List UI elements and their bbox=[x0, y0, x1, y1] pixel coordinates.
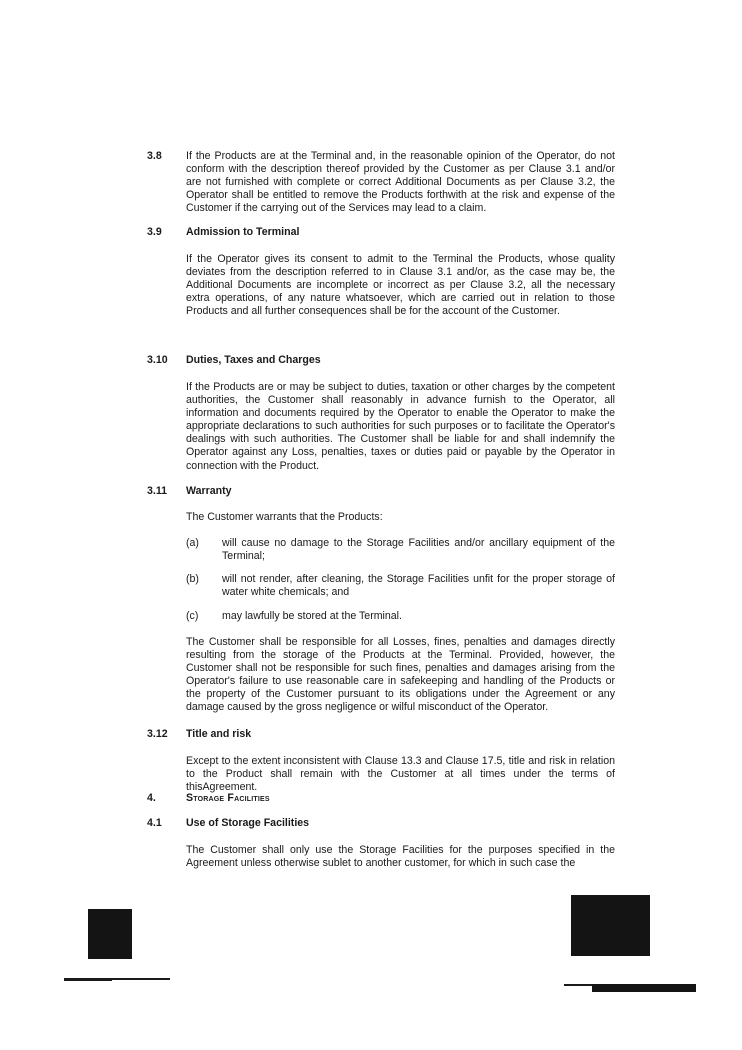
clause-3-12-heading: Title and risk bbox=[186, 728, 252, 740]
clause-3-8-number: 3.8 bbox=[147, 150, 162, 162]
clause-3-9-number: 3.9 bbox=[147, 226, 162, 238]
redaction-box-right bbox=[571, 895, 650, 956]
clause-3-9-heading: Admission to Terminal bbox=[186, 226, 300, 238]
clause-3-11-intro: The Customer warrants that the Products: bbox=[186, 511, 383, 523]
redaction-box-left bbox=[88, 909, 132, 959]
clause-3-10-text: If the Products are or may be subject to duties, taxation or other charges by the competent authorities, the Customer shall reasonably in advance furnish to the Operator, all information and documents required by the Operator to enable the Operator to make the appropriate declarations to such authorities for such purposes or to facilitate the Operator's dealings with such authorities. The Customer shall be liable for and shall indemnify the Operator against any Loss, penalties, taxes or duties paid or payable by the Operator in connection with the Product. bbox=[186, 381, 615, 472]
clause-3-11-number: 3.11 bbox=[147, 485, 168, 497]
clause-3-11-item-b-text: will not render, after cleaning, the Storage Facilities unfit for the proper storage of water white chemicals; and bbox=[222, 573, 615, 599]
clause-4-1-number: 4.1 bbox=[147, 817, 162, 829]
clause-3-11-item-b-label: (b) bbox=[186, 573, 199, 585]
section-4-number: 4. bbox=[147, 792, 156, 804]
clause-3-12-text: Except to the extent inconsistent with Clause 13.3 and Clause 17.5, title and risk in relation to the Product shall remain with the Customer at all times under the terms of thisAgreement. bbox=[186, 755, 615, 794]
clause-3-11-heading: Warranty bbox=[186, 485, 232, 497]
clause-3-12-number: 3.12 bbox=[147, 728, 168, 740]
clause-3-10-heading: Duties, Taxes and Charges bbox=[186, 354, 321, 366]
clause-4-1-text: The Customer shall only use the Storage Facilities for the purposes specified in the Agreement unless otherwise sublet to another customer, for which in such case the bbox=[186, 844, 615, 870]
clause-3-9-text: If the Operator gives its consent to admit to the Terminal the Products, whose quality deviates from the description referred to in Clause 3.1 and/or, as the case may be, the Additional Documents are incomplete or incorrect as per Clause 3.2, all the necessary extra operations, of any nature whatsoever, which are carried out in relation to those Products and all further consequences shall be for the account of the Customer. bbox=[186, 253, 615, 318]
clause-3-11-item-c-text: may lawfully be stored at the Terminal. bbox=[222, 610, 402, 622]
redaction-bar-right bbox=[592, 984, 696, 992]
clause-3-11-item-c-label: (c) bbox=[186, 610, 199, 622]
signature-line-left-heavy bbox=[64, 978, 112, 981]
section-4-heading: Storage Facilities bbox=[186, 792, 270, 804]
clause-3-11-item-a-text: will cause no damage to the Storage Facilities and/or ancillary equipment of the Terminal; bbox=[222, 537, 615, 563]
clause-3-11-closing: The Customer shall be responsible for all Losses, fines, penalties and damages directly resulting from the storage of the Products at the Terminal. Provided, however, the Customer shall not be responsible for such fines, penalties and damages arising from the Operator's failure to use reasonable care in safekeeping and handling of the Products or the property of the Customer pursuant to its obligations under the Agreement or any damage caused by the gross negligence or wilful misconduct of the Operator. bbox=[186, 636, 615, 714]
clause-3-11-item-a-label: (a) bbox=[186, 537, 199, 549]
clause-3-10-number: 3.10 bbox=[147, 354, 168, 366]
clause-3-8-text: If the Products are at the Terminal and, in the reasonable opinion of the Operator, do not conform with the description thereof provided by the Customer as per Clause 3.1 and/or are not furnished with complete or correct Additional Documents as per Clause 3.2, the Operator shall be entitled to remove the Products forthwith at the risk and expense of the Customer if the carrying out of the Services may lead to a claim. bbox=[186, 150, 615, 215]
clause-4-1-heading: Use of Storage Facilities bbox=[186, 817, 310, 829]
